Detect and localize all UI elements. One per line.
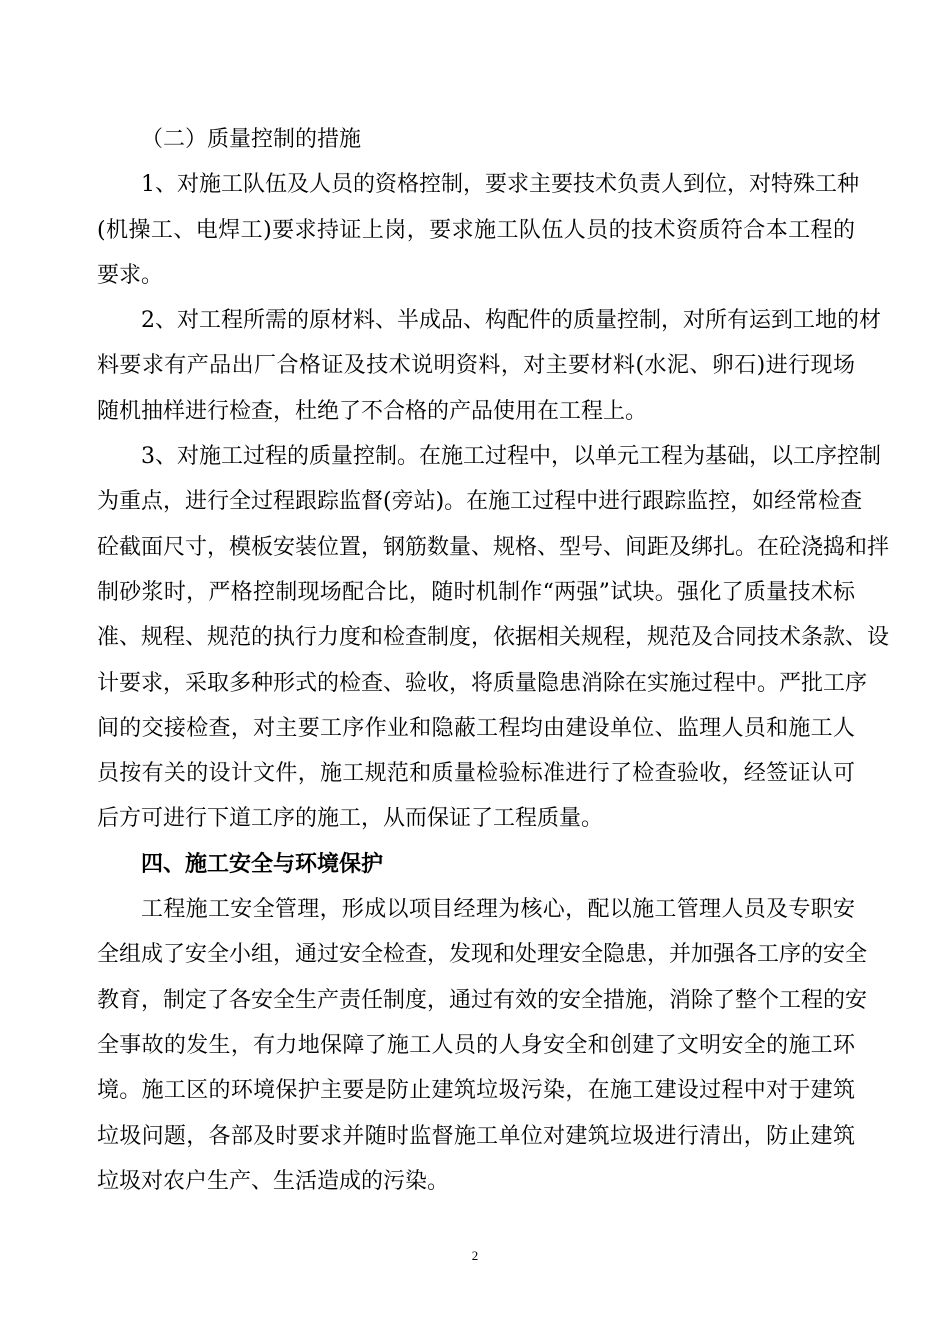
paragraph-line: 要求。: [97, 262, 164, 288]
paragraph-line: 间的交接检查，对主要工序作业和隐蔽工程均由建设单位、监理人员和施工人: [97, 715, 855, 741]
section-heading: 四、施工安全与环境保护: [141, 850, 384, 877]
subsection-title: （二）质量控制的措施: [141, 127, 362, 152]
paragraph-line: 员按有关的设计文件，施工规范和质量检验标准进行了检查验收，经签证认可: [97, 761, 855, 787]
paragraph-line: 1、对施工队伍及人员的资格控制，要求主要技术负责人到位，对特殊工种: [141, 172, 859, 198]
paragraph-line: 境。施工区的环境保护主要是防止建筑垃圾污染，在施工建设过程中对于建筑: [97, 1078, 855, 1104]
page-number: 2: [471, 1248, 479, 1263]
paragraph-line: 后方可进行下道工序的施工，从而保证了工程质量。: [97, 806, 604, 832]
paragraph-material-control: [97, 298, 881, 434]
paragraph-line: 教育，制定了各安全生产责任制度，通过有效的安全措施，消除了整个工程的安: [97, 987, 868, 1013]
paragraph-line: 全事故的发生，有力地保障了施工人员的人身安全和创建了文明安全的施工环: [97, 1032, 855, 1058]
paragraph-process-control: [97, 434, 890, 842]
page-body: [97, 117, 890, 1204]
paragraph-line: 计要求，采取多种形式的检查、验收，将质量隐患消除在实施过程中。严批工序: [97, 670, 868, 696]
paragraph-line: 工程施工安全管理，形成以项目经理为核心，配以施工管理人员及专职安: [141, 897, 855, 923]
paragraph-safety-environment: [97, 887, 868, 1204]
paragraph-line: 制砂浆时，严格控制现场配合比，随时机制作“两强”试块。强化了质量技术标: [97, 579, 855, 605]
paragraph-line: 料要求有产品出厂合格证及技术说明资料，对主要材料(水泥、卵石)进行现场: [97, 353, 855, 379]
paragraph-line: 全组成了安全小组，通过安全检查，发现和处理安全隐患，并加强各工序的安全: [97, 942, 868, 968]
paragraph-line: 准、规程、规范的执行力度和检查制度，依据相关规程，规范及合同技术条款、设: [97, 625, 890, 651]
paragraph-qualification-control: [97, 162, 859, 298]
paragraph-line: 3、对施工过程的质量控制。在施工过程中，以单元工程为基础，以工序控制: [141, 444, 881, 470]
paragraph-line: (机操工、电焊工)要求持证上岗，要求施工队伍人员的技术资质符合本工程的: [97, 217, 855, 243]
paragraph-line: 垃圾对农户生产、生活造成的污染。: [97, 1168, 450, 1194]
paragraph-line: 2、对工程所需的原材料、半成品、构配件的质量控制，对所有运到工地的材: [141, 308, 881, 334]
paragraph-line: 砼截面尺寸，模板安装位置，钢筋数量、规格、型号、间距及绑扎。在砼浇捣和拌: [97, 534, 890, 560]
paragraph-line: 为重点，进行全过程跟踪监督(旁站)。在施工过程中进行跟踪监控，如经常检查: [97, 489, 863, 515]
paragraph-line: 垃圾问题，各部及时要求并随时监督施工单位对建筑垃圾进行清出，防止建筑: [97, 1123, 855, 1149]
paragraph-line: 随机抽样进行检查，杜绝了不合格的产品使用在工程上。: [97, 398, 648, 424]
